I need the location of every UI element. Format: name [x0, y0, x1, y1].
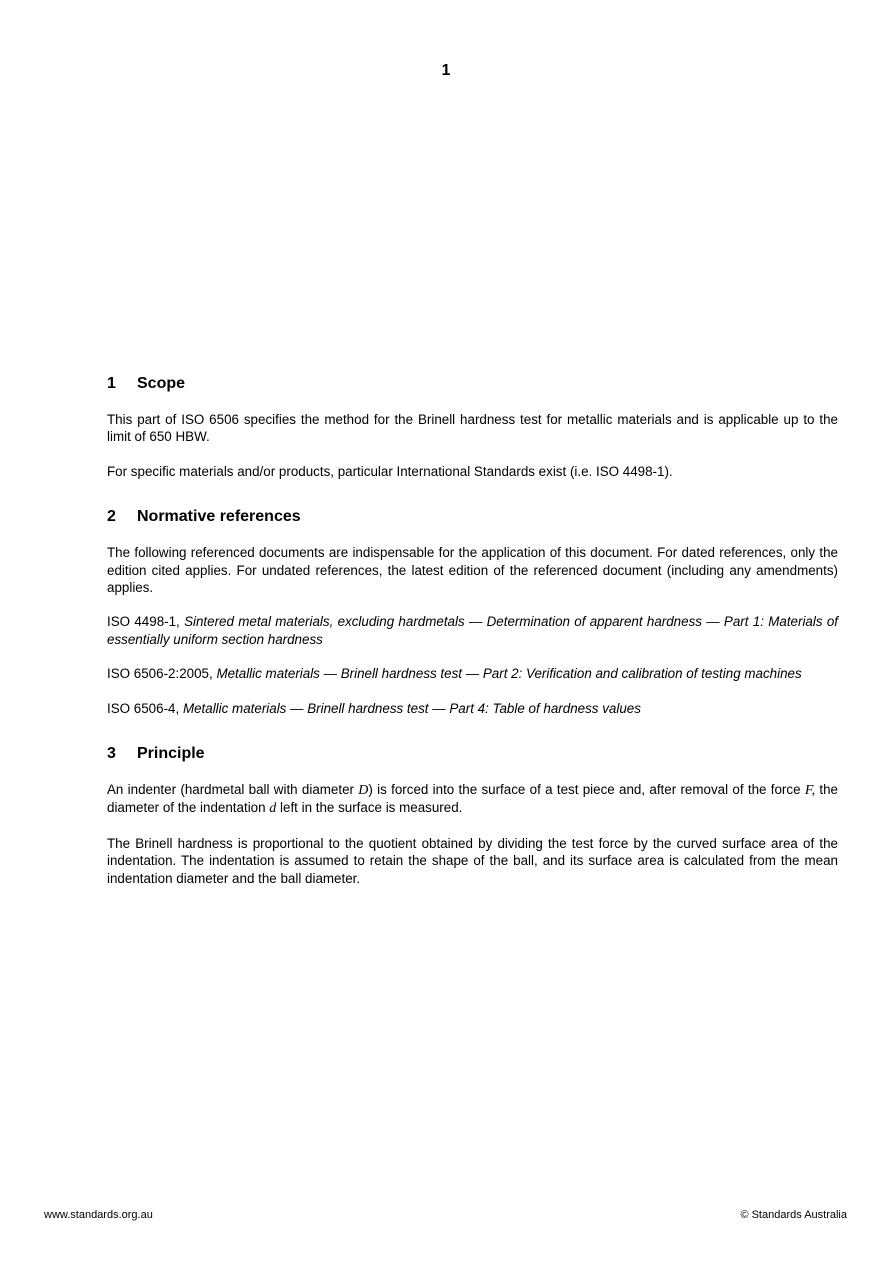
text-run: left in the surface is measured.: [276, 800, 463, 816]
reference-code: ISO 6506-4,: [107, 700, 183, 716]
footer-website: www.standards.org.au: [44, 1209, 153, 1221]
reference-title: Metallic materials — Brinell hardness test — Part 2: Verification and calibration of testing machines: [216, 666, 802, 682]
section-scope: [107, 374, 838, 480]
section-number: 2: [107, 508, 116, 526]
reference-code: ISO 6506-2:2005,: [107, 666, 217, 682]
section-title: Principle: [137, 745, 205, 763]
paragraph: For specific materials and/or products, particular International Standards exist (i.e. ISO 4498-1).: [107, 463, 673, 479]
text-run: the diameter of the indentation: [107, 782, 838, 816]
paragraph: The Brinell hardness is proportional to the quotient obtained by dividing the test force by the curved surface area of the indentation. The indentation is assumed to retain the shape of the ball, and its surface area is calculated from the mean indentation diameter and the ball diameter.: [107, 835, 838, 886]
section-number: 1: [107, 375, 116, 392]
reference-item: [107, 700, 838, 717]
page-number: 1: [441, 62, 451, 79]
section-number: 3: [107, 745, 116, 763]
paragraph: [107, 781, 838, 818]
paragraph: This part of ISO 6506 specifies the method for the Brinell hardness test for metallic materials and is applicable up to the limit of 650 HBW.: [107, 412, 838, 445]
reference-item: [107, 665, 838, 682]
reference-title: Metallic materials — Brinell hardness test — Part 4: Table of hardness values: [182, 700, 641, 716]
reference-code: ISO 4498-1,: [107, 614, 185, 630]
reference-title: Sintered metal materials, excluding hardmetals — Determination of apparent hardness — Part 1: Materials of essentially uniform section hardness: [107, 614, 838, 647]
section-heading: [107, 374, 838, 394]
footer-copyright: © Standards Australia: [740, 1209, 847, 1221]
symbol-d: d: [269, 801, 277, 817]
text-run: ) is forced into the surface of a test piece and, after removal of the force: [368, 782, 805, 798]
reference-item: [107, 613, 838, 648]
symbol-F: F,: [804, 783, 816, 799]
symbol-D: D: [358, 783, 369, 799]
section-principle: [107, 744, 838, 887]
section-normative-references: [107, 507, 838, 717]
section-title: Normative references: [137, 508, 301, 526]
section-title: Scope: [137, 375, 186, 392]
section-heading: [107, 507, 838, 527]
section-heading: [107, 744, 838, 764]
text-run: An indenter (hardmetal ball with diameter: [107, 782, 359, 798]
document-body: [107, 374, 838, 904]
paragraph: The following referenced documents are indispensable for the application of this document. For dated references, only the edition cited applies. For undated references, the latest edition of the referenced document (including any amendments) applies.: [107, 545, 838, 596]
